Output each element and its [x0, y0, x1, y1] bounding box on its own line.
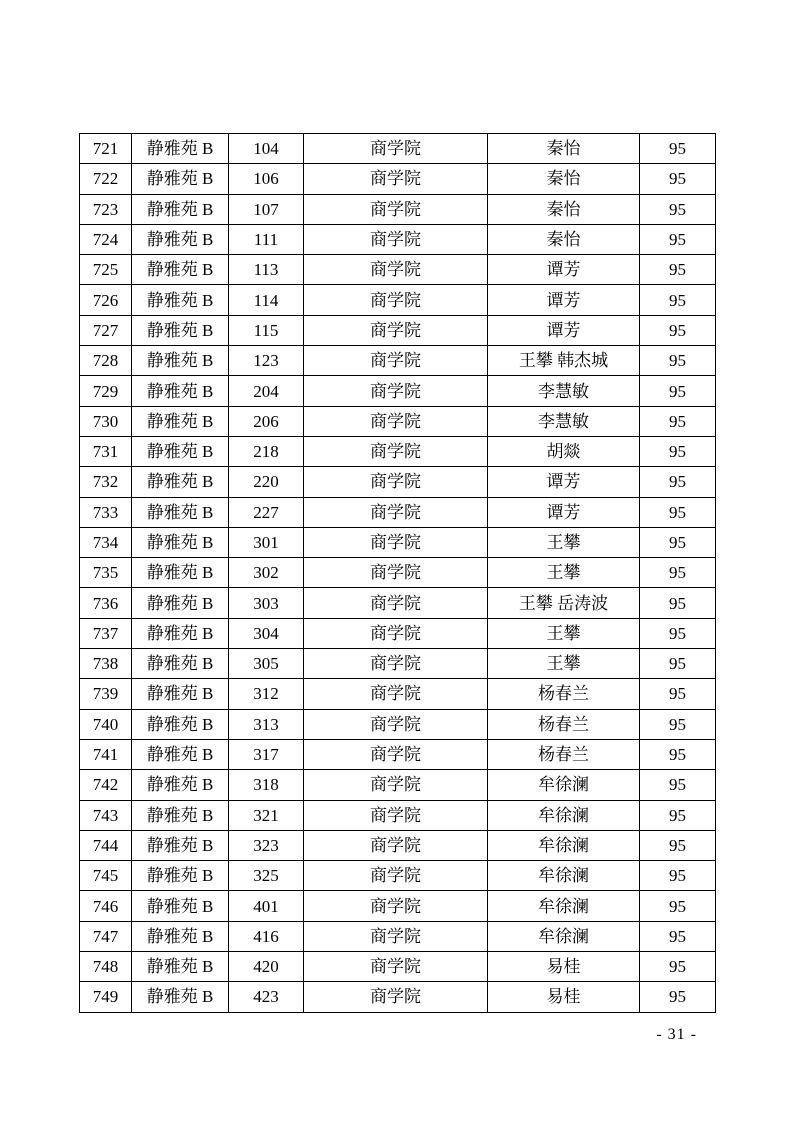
counselor-cell: 胡燚: [488, 436, 640, 466]
score-cell: 95: [640, 952, 716, 982]
score-cell: 95: [640, 921, 716, 951]
college-cell: 商学院: [304, 770, 488, 800]
score-cell: 95: [640, 194, 716, 224]
table-row: [80, 376, 716, 406]
counselor-cell: 李慧敏: [488, 376, 640, 406]
table-row: [80, 346, 716, 376]
score-cell: 95: [640, 406, 716, 436]
building-cell: 静雅苑 B: [132, 830, 229, 860]
row-number-cell: 743: [80, 800, 132, 830]
score-cell: 95: [640, 285, 716, 315]
row-number-cell: 723: [80, 194, 132, 224]
row-number-cell: 737: [80, 618, 132, 648]
score-cell: 95: [640, 376, 716, 406]
score-cell: 95: [640, 315, 716, 345]
row-number-cell: 742: [80, 770, 132, 800]
row-number-cell: 748: [80, 952, 132, 982]
college-cell: 商学院: [304, 982, 488, 1012]
room-cell: 317: [229, 739, 304, 769]
building-cell: 静雅苑 B: [132, 649, 229, 679]
college-cell: 商学院: [304, 376, 488, 406]
table-row: [80, 891, 716, 921]
building-cell: 静雅苑 B: [132, 134, 229, 164]
counselor-cell: 谭芳: [488, 255, 640, 285]
building-cell: 静雅苑 B: [132, 224, 229, 254]
row-number-cell: 721: [80, 134, 132, 164]
college-cell: 商学院: [304, 436, 488, 466]
score-cell: 95: [640, 861, 716, 891]
building-cell: 静雅苑 B: [132, 679, 229, 709]
counselor-cell: 秦怡: [488, 224, 640, 254]
score-cell: 95: [640, 224, 716, 254]
college-cell: 商学院: [304, 891, 488, 921]
score-cell: 95: [640, 255, 716, 285]
building-cell: 静雅苑 B: [132, 952, 229, 982]
row-number-cell: 729: [80, 376, 132, 406]
counselor-cell: 谭芳: [488, 315, 640, 345]
table-row: [80, 255, 716, 285]
counselor-cell: 王攀 韩杰城: [488, 346, 640, 376]
table-row: [80, 982, 716, 1012]
table-row: [80, 224, 716, 254]
building-cell: 静雅苑 B: [132, 588, 229, 618]
college-cell: 商学院: [304, 164, 488, 194]
building-cell: 静雅苑 B: [132, 436, 229, 466]
table-row: [80, 164, 716, 194]
score-cell: 95: [640, 800, 716, 830]
college-cell: 商学院: [304, 285, 488, 315]
counselor-cell: 牟徐澜: [488, 861, 640, 891]
table-row: [80, 315, 716, 345]
score-cell: 95: [640, 739, 716, 769]
score-cell: 95: [640, 527, 716, 557]
room-cell: 104: [229, 134, 304, 164]
building-cell: 静雅苑 B: [132, 194, 229, 224]
score-cell: 95: [640, 497, 716, 527]
college-cell: 商学院: [304, 861, 488, 891]
room-cell: 206: [229, 406, 304, 436]
table-row: [80, 194, 716, 224]
building-cell: 静雅苑 B: [132, 527, 229, 557]
table-row: [80, 618, 716, 648]
building-cell: 静雅苑 B: [132, 164, 229, 194]
room-cell: 302: [229, 558, 304, 588]
college-cell: 商学院: [304, 346, 488, 376]
room-cell: 113: [229, 255, 304, 285]
room-cell: 312: [229, 679, 304, 709]
table-row: [80, 679, 716, 709]
counselor-cell: 谭芳: [488, 285, 640, 315]
score-cell: 95: [640, 891, 716, 921]
building-cell: 静雅苑 B: [132, 406, 229, 436]
college-cell: 商学院: [304, 800, 488, 830]
table-row: [80, 830, 716, 860]
college-cell: 商学院: [304, 224, 488, 254]
score-cell: 95: [640, 982, 716, 1012]
room-cell: 313: [229, 709, 304, 739]
table-row: [80, 770, 716, 800]
room-cell: 416: [229, 921, 304, 951]
row-number-cell: 733: [80, 497, 132, 527]
table-row: [80, 921, 716, 951]
table-row: [80, 588, 716, 618]
building-cell: 静雅苑 B: [132, 346, 229, 376]
building-cell: 静雅苑 B: [132, 497, 229, 527]
building-cell: 静雅苑 B: [132, 770, 229, 800]
row-number-cell: 732: [80, 467, 132, 497]
row-number-cell: 727: [80, 315, 132, 345]
row-number-cell: 746: [80, 891, 132, 921]
counselor-cell: 牟徐澜: [488, 770, 640, 800]
college-cell: 商学院: [304, 921, 488, 951]
room-cell: 227: [229, 497, 304, 527]
college-cell: 商学院: [304, 497, 488, 527]
college-cell: 商学院: [304, 194, 488, 224]
row-number-cell: 734: [80, 527, 132, 557]
counselor-cell: 易桂: [488, 982, 640, 1012]
table-row: [80, 800, 716, 830]
dormitory-score-table: [79, 133, 716, 1013]
counselor-cell: 王攀: [488, 558, 640, 588]
row-number-cell: 739: [80, 679, 132, 709]
room-cell: 325: [229, 861, 304, 891]
counselor-cell: 牟徐澜: [488, 891, 640, 921]
counselor-cell: 牟徐澜: [488, 921, 640, 951]
building-cell: 静雅苑 B: [132, 255, 229, 285]
counselor-cell: 谭芳: [488, 497, 640, 527]
table-row: [80, 952, 716, 982]
college-cell: 商学院: [304, 558, 488, 588]
building-cell: 静雅苑 B: [132, 891, 229, 921]
room-cell: 111: [229, 224, 304, 254]
counselor-cell: 王攀: [488, 618, 640, 648]
score-cell: 95: [640, 164, 716, 194]
row-number-cell: 726: [80, 285, 132, 315]
room-cell: 420: [229, 952, 304, 982]
room-cell: 218: [229, 436, 304, 466]
building-cell: 静雅苑 B: [132, 618, 229, 648]
score-cell: 95: [640, 770, 716, 800]
college-cell: 商学院: [304, 134, 488, 164]
building-cell: 静雅苑 B: [132, 739, 229, 769]
building-cell: 静雅苑 B: [132, 467, 229, 497]
room-cell: 304: [229, 618, 304, 648]
college-cell: 商学院: [304, 679, 488, 709]
row-number-cell: 728: [80, 346, 132, 376]
college-cell: 商学院: [304, 952, 488, 982]
row-number-cell: 747: [80, 921, 132, 951]
room-cell: 204: [229, 376, 304, 406]
score-cell: 95: [640, 134, 716, 164]
score-cell: 95: [640, 467, 716, 497]
counselor-cell: 牟徐澜: [488, 830, 640, 860]
table-row: [80, 467, 716, 497]
row-number-cell: 722: [80, 164, 132, 194]
score-cell: 95: [640, 709, 716, 739]
college-cell: 商学院: [304, 406, 488, 436]
row-number-cell: 736: [80, 588, 132, 618]
counselor-cell: 易桂: [488, 952, 640, 982]
score-cell: 95: [640, 558, 716, 588]
building-cell: 静雅苑 B: [132, 709, 229, 739]
score-cell: 95: [640, 588, 716, 618]
table-body: [80, 134, 716, 1013]
room-cell: 220: [229, 467, 304, 497]
college-cell: 商学院: [304, 255, 488, 285]
college-cell: 商学院: [304, 315, 488, 345]
counselor-cell: 杨春兰: [488, 739, 640, 769]
page-number: - 31 -: [656, 1026, 697, 1043]
table-row: [80, 709, 716, 739]
room-cell: 114: [229, 285, 304, 315]
table-row: [80, 527, 716, 557]
room-cell: 318: [229, 770, 304, 800]
room-cell: 401: [229, 891, 304, 921]
college-cell: 商学院: [304, 739, 488, 769]
table-row: [80, 134, 716, 164]
row-number-cell: 740: [80, 709, 132, 739]
college-cell: 商学院: [304, 709, 488, 739]
score-cell: 95: [640, 346, 716, 376]
counselor-cell: 秦怡: [488, 134, 640, 164]
college-cell: 商学院: [304, 649, 488, 679]
table-row: [80, 739, 716, 769]
row-number-cell: 731: [80, 436, 132, 466]
score-cell: 95: [640, 649, 716, 679]
college-cell: 商学院: [304, 588, 488, 618]
counselor-cell: 王攀 岳涛波: [488, 588, 640, 618]
room-cell: 323: [229, 830, 304, 860]
room-cell: 303: [229, 588, 304, 618]
row-number-cell: 724: [80, 224, 132, 254]
room-cell: 106: [229, 164, 304, 194]
row-number-cell: 744: [80, 830, 132, 860]
counselor-cell: 杨春兰: [488, 709, 640, 739]
college-cell: 商学院: [304, 830, 488, 860]
row-number-cell: 745: [80, 861, 132, 891]
row-number-cell: 735: [80, 558, 132, 588]
table-row: [80, 285, 716, 315]
room-cell: 115: [229, 315, 304, 345]
building-cell: 静雅苑 B: [132, 558, 229, 588]
counselor-cell: 秦怡: [488, 194, 640, 224]
building-cell: 静雅苑 B: [132, 800, 229, 830]
room-cell: 423: [229, 982, 304, 1012]
building-cell: 静雅苑 B: [132, 982, 229, 1012]
score-cell: 95: [640, 436, 716, 466]
table-row: [80, 497, 716, 527]
table-row: [80, 558, 716, 588]
room-cell: 107: [229, 194, 304, 224]
table-row: [80, 649, 716, 679]
counselor-cell: 王攀: [488, 649, 640, 679]
row-number-cell: 738: [80, 649, 132, 679]
row-number-cell: 749: [80, 982, 132, 1012]
college-cell: 商学院: [304, 618, 488, 648]
building-cell: 静雅苑 B: [132, 921, 229, 951]
row-number-cell: 730: [80, 406, 132, 436]
college-cell: 商学院: [304, 467, 488, 497]
counselor-cell: 王攀: [488, 527, 640, 557]
table-row: [80, 406, 716, 436]
score-cell: 95: [640, 830, 716, 860]
building-cell: 静雅苑 B: [132, 376, 229, 406]
counselor-cell: 李慧敏: [488, 406, 640, 436]
building-cell: 静雅苑 B: [132, 315, 229, 345]
room-cell: 123: [229, 346, 304, 376]
building-cell: 静雅苑 B: [132, 861, 229, 891]
room-cell: 321: [229, 800, 304, 830]
college-cell: 商学院: [304, 527, 488, 557]
table-row: [80, 861, 716, 891]
counselor-cell: 牟徐澜: [488, 800, 640, 830]
counselor-cell: 杨春兰: [488, 679, 640, 709]
table-row: [80, 436, 716, 466]
room-cell: 305: [229, 649, 304, 679]
counselor-cell: 秦怡: [488, 164, 640, 194]
room-cell: 301: [229, 527, 304, 557]
score-cell: 95: [640, 618, 716, 648]
building-cell: 静雅苑 B: [132, 285, 229, 315]
score-cell: 95: [640, 679, 716, 709]
row-number-cell: 741: [80, 739, 132, 769]
row-number-cell: 725: [80, 255, 132, 285]
counselor-cell: 谭芳: [488, 467, 640, 497]
